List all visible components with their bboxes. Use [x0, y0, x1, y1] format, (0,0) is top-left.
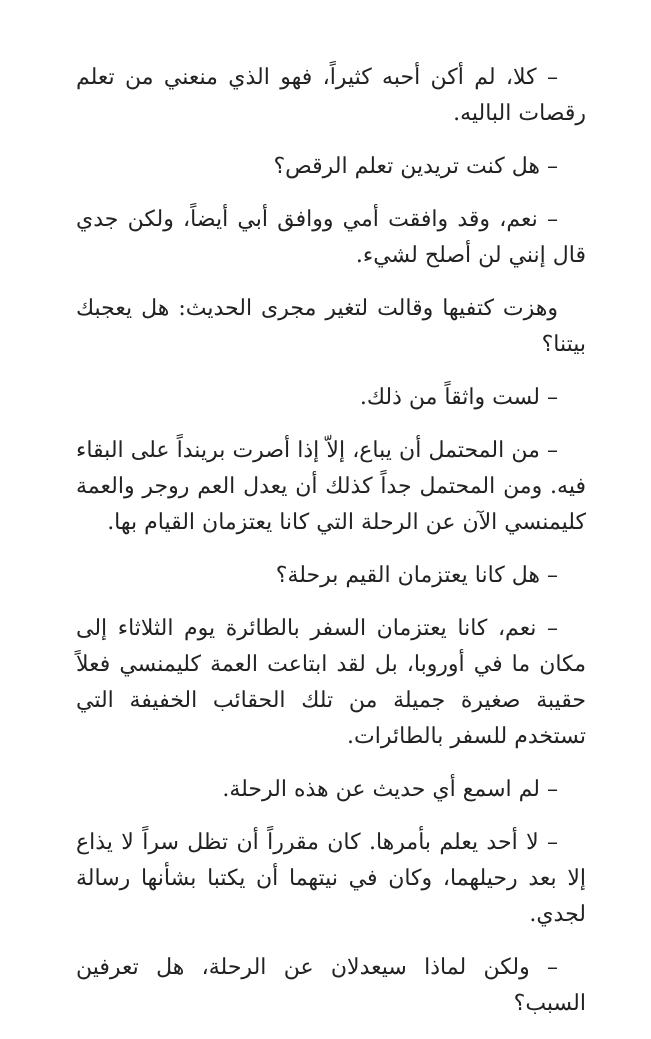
paragraph-4: وهزت كتفيها وقالت لتغير مجرى الحديث: هل يعجبك بيتنا؟	[76, 296, 586, 357]
paragraph-8: – نعم، كانا يعتزمان السفر بالطائرة يوم الثلاثاء إلى مكان ما في أوروبا، بل لقد ابتاعت العمة كليمنسي فعلاً حقيبة صغيرة جميلة من تلك الحقائب الخفيفة التي تستخدم للسفر بالطائرات.	[76, 616, 586, 749]
paragraph-6: – من المحتمل أن يباع، إلاّ إذا أصرت برينداً على البقاء فيه. ومن المحتمل جداً كذلك أن يعدل العم روجر والعمة كليمنسي الآن عن الرحلة التي كانا يعتزمان القيام بها.	[76, 438, 586, 535]
paragraph-11: – ولكن لماذا سيعدلان عن الرحلة، هل تعرفين السبب؟	[76, 955, 586, 1016]
paragraph-7: – هل كانا يعتزمان القيم برحلة؟	[275, 563, 558, 588]
book-page	[76, 60, 586, 1039]
paragraph-2: – هل كنت تريدين تعلم الرقص؟	[273, 154, 558, 179]
paragraph-3: – نعم، وقد وافقت أمي ووافق أبي أيضاً، ولكن جدي قال إنني لن أصلح لشيء.	[76, 207, 586, 268]
paragraph-5: – لست واثقاً من ذلك.	[359, 385, 558, 410]
paragraph-10: – لا أحد يعلم بأمرها. كان مقرراً أن تظل سراً لا يذاع إلا بعد رحيلهما، وكان في نيتهما أن يكتبا بشأنها رسالة لجدي.	[76, 830, 586, 927]
paragraph-1: – كلا، لم أكن أحبه كثيراً، فهو الذي منعني من تعلم رقصات الباليه.	[76, 65, 586, 126]
paragraph-9: – لم اسمع أي حديث عن هذه الرحلة.	[222, 777, 558, 802]
